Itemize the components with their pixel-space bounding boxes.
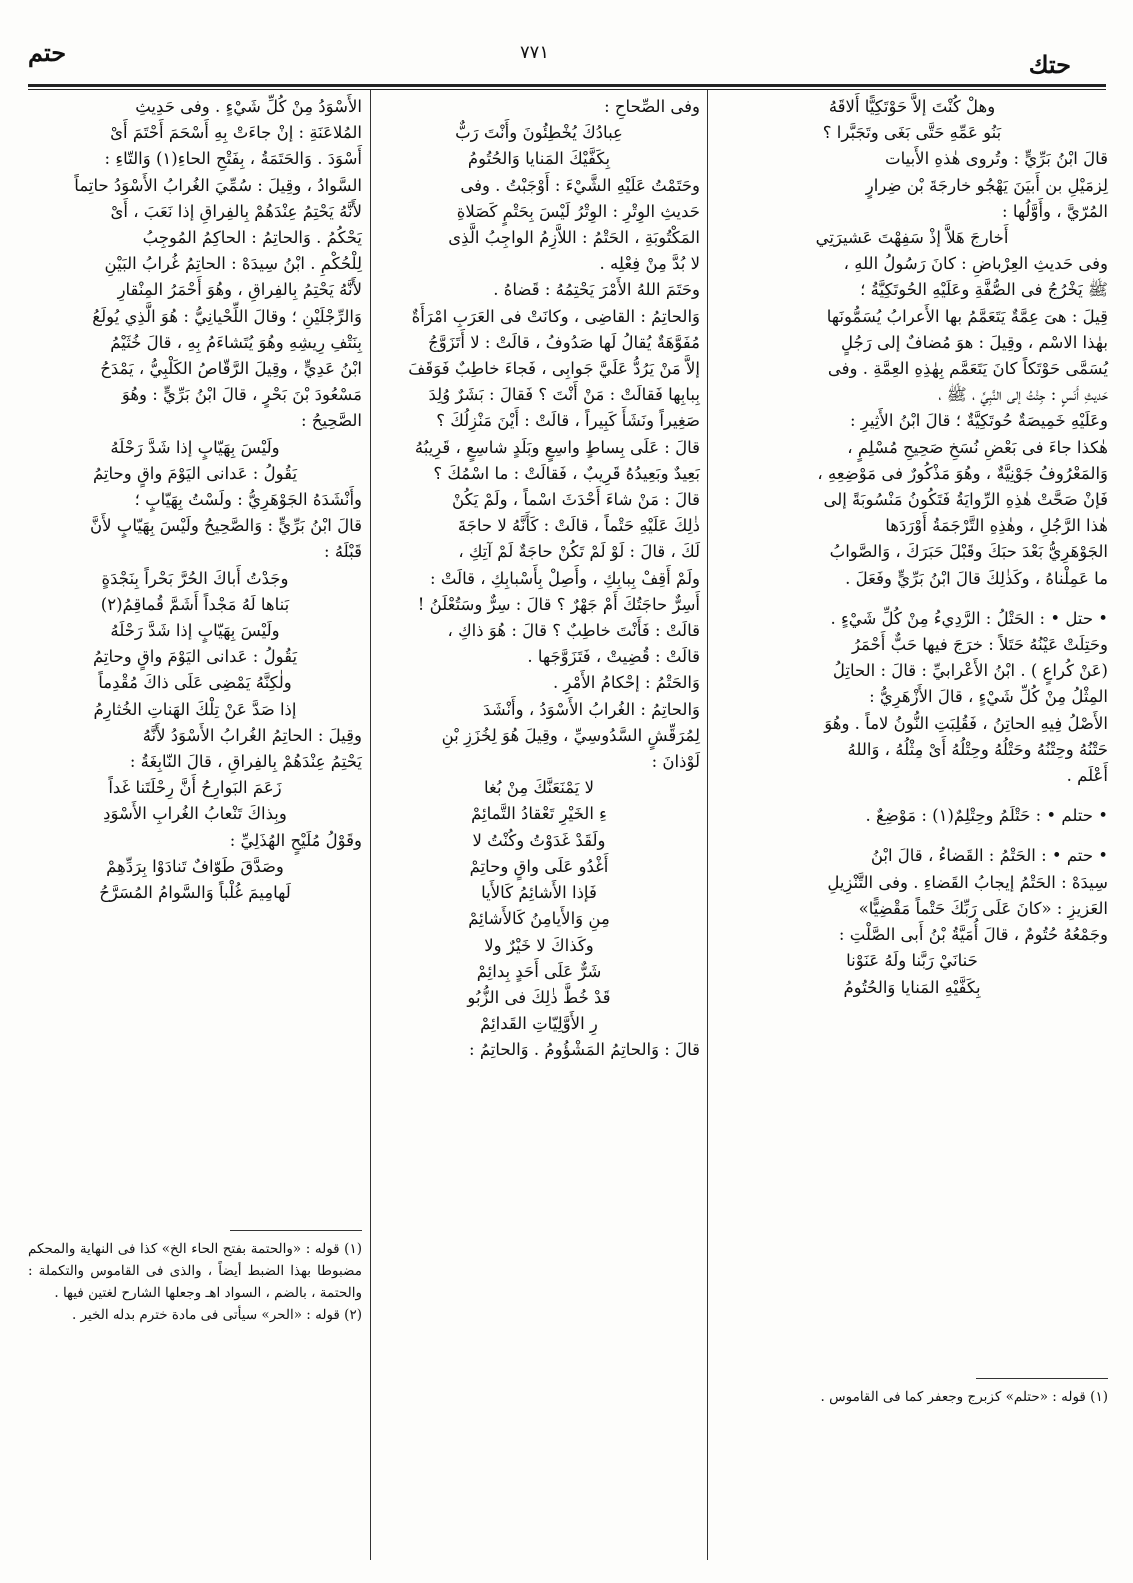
footnote-rule-left [230, 1230, 362, 1231]
entry-gap [716, 829, 1108, 843]
text-line: وقِيلَ : الحاتِمُ الغُرابُ الأَسْوَدُ لأَنَّهُ [142, 725, 362, 745]
column-divider-left [370, 90, 371, 1560]
text-line: • حتم • : الحَتْمُ : القَضاءُ ، قالَ ابْنُ [870, 846, 1108, 866]
verse-line: عِبادُكَ يُخْطِئُونَ وأَنْتَ رَبٌّ [455, 123, 623, 143]
text-line: لَكَ ، قالَ : لَوْ لَمْ تَكُنْ حاجَةٌ لَمْ آتِكِ ، [458, 542, 700, 562]
text-line: لا بُدَّ مِنْ فِعْلِه . [599, 254, 700, 274]
text-line: لِلْحُكْمِ . ابْنُ سِيدَهْ : الحاتِمُ غُرابُ البَيْنِ [104, 254, 362, 274]
text-line: قالَ : مَنْ شاءَ أَحْدَثَ اسْماً ، ولَمْ يَكُنْ [452, 490, 700, 510]
text-line: أَسِرٌّ حاجَتُكَ أَمْ جَهْرٌ ؟ قالَ : سِرٌّ وسَتُعْلَنُ ! [417, 594, 700, 614]
verse-line: وبِذاكَ تَنْعابُ الغُرابِ الأَسْوَدِ [103, 804, 287, 824]
text-line: ذٰلِكَ عَلَيْهِ حَتْماً ، قالَتْ : كَأَنَّهُ لا حاجَةَ [457, 516, 700, 536]
text-line: وحَتَمَ اللهُ الأَمْرَ يَحْتِمُهُ : قَضاهُ . [493, 280, 700, 300]
text-line: مَسْعُودَ بْنَ بَحْرٍ ، قالَ ابْنُ بَرِّيٍّ : وهُوَ [121, 385, 362, 405]
text-line: بهٰذا الاسْم ، وقِيلَ : هوَ مُضافٌ إلى رَجُلٍ [841, 332, 1108, 352]
text-line: لِزمَيْلِ بن أَبيَنَ يَهْجُو خارجَةَ بْن ضِرارٍ [865, 175, 1108, 195]
verse-line: أَخارجَ هَلاَّ إذْ سَفِهْتَ عَشيرَتِي [815, 228, 1009, 248]
footnote: (١) قوله : «حتلم» كزبرج وجعفر كما فى القاموس . [820, 1389, 1108, 1405]
text-line: قالَ : وَالحاتِمُ المَشْؤُومُ . وَالحاتِمُ : [469, 1040, 700, 1060]
text-line: ما عَمِلْناهُ ، وكَذٰلِكَ قالَ ابْنُ بَرِّيٍّ وفَعَلَ . [845, 568, 1108, 588]
footnote: (١) قوله : «والحتمة بفتح الحاء الخ» كذا فى النهاية والمحكم مضبوطا بهذا الضبط أيضاً ، والذى فى القاموس والتكملة : والحتمة ، بالضم ، السواد اهـ وجعلها الشارح لغتين فيها . [28, 1241, 362, 1301]
text-line: صَغِيراً ونَشَأَ كَبِيراً ، قالَتْ : أَيْنَ مَنْزِلُكَ ؟ [436, 411, 700, 431]
header-right-keyword: حتك [1028, 50, 1071, 79]
column-right [716, 94, 1108, 1001]
text-line: الصَّحِيحُ : [300, 411, 362, 431]
footnote: (٢) قوله : «الحر» سيأتى فى مادة خترم بدله الخير . [71, 1307, 362, 1323]
text-line: ﷺ يَخْرُجُ فى الصُّفَّةِ وعَلَيْهِ الحُوتَكِيَّةُ ؛ [860, 280, 1108, 300]
header-rule-thin [28, 89, 1106, 90]
text-line: ابْنُ عَدِيٍّ ، وقِيلَ الرَّقّاصُ الكَلْبِيُّ ، يَمْدَحُ [100, 359, 362, 379]
text-line: وعَلَيْهِ خَمِيصَةٌ حُوتَكِيَّةٌ ؛ قالَ ابْنُ الأَثِيرِ : [849, 411, 1108, 431]
verse-line: بِكَفَّيْكَ المَنايا وَالحُتُومُ [467, 149, 611, 169]
text-line: لأَنَّهُ يَحْتِمُ عِنْدَهُمْ بِالفِراقِ إذا نَعَبَ ، أَىْ [110, 201, 362, 221]
text-line: العَزيزِ : «كانَ عَلَى رَبِّكَ حَتْماً مَقْضِيًّا» [858, 898, 1108, 918]
header-rule [28, 84, 1106, 87]
verse-line: رِ الأَوَّلِيّاتِ القَدائِمْ [480, 1014, 598, 1034]
text-line: يَحْتِمُ عِنْدَهُمْ بِالفِراقِ ، قالَ النّابِغَةُ : [129, 752, 362, 772]
footnote-rule-right [976, 1378, 1108, 1379]
text-line: بِنَتْفِ رِيشِهِ وهُوَ يُتَشاءَمُ بِهِ ، قالَ خُثَيْمُ [110, 332, 362, 352]
text-line: لأَنَّهُ يَحْتِمُ بِالفِراقِ ، وهُوَ أَحْمَرُ المِنْقارِ [117, 280, 362, 300]
entry-gap [716, 789, 1108, 803]
text-line: قَبْلَهُ : [324, 542, 362, 562]
text-line: وحَتَمْتُ عَلَيْهِ الشَّيْءَ : أَوْجَبْتُ . وفى [460, 175, 700, 195]
text-line: فَإنْ صَحَّتْ هٰذِهِ الرِّوايَةُ فَتَكُونُ مَنْسُوبَةً إلى [823, 490, 1108, 510]
text-line: سِيدَهْ : الحَتْمُ إيجابُ القَضاءِ . وفى التَّنْزِيلِ [827, 872, 1108, 892]
verse-line: شَرٌّ عَلَى أَحَدٍ بِدائِمْ [476, 961, 602, 981]
text-line: قالَتْ : قُضِيتْ ، فَتَزَوَّجَها . [527, 647, 700, 667]
column-middle [378, 94, 700, 1064]
text-line: بِبابِها فَقالَتْ : مَنْ أَنْتَ ؟ فَقالَ : بَشَرٌ وُلِدَ [428, 385, 700, 405]
text-line: • حتل • : الحَتْلُ : الرَّدِيءُ مِنْ كُلِّ شَيْءٍ . [830, 608, 1108, 628]
text-line: حَتْنُهُ وحِتْنُهُ وحَتْلُهُ وحِتْلُهُ أَىْ مِثْلُهُ ، وَاللهُ [847, 739, 1108, 759]
text-line: يُسَمَّى حَوْتَكاً كانَ يَتَعَمَّم بِهٰذِهِ العِمَّةِ . وفى [827, 359, 1108, 379]
text-line: أَعْلَم . [1066, 766, 1108, 786]
text-line: حَديثِ أَنَسٍ : جِئْتُ إلى النَّبِيِّ ، ﷺ ، [938, 385, 1108, 405]
verse-line: إذا صَدَّ عَنْ تِلْكَ الهَناتِ الخُثارِمُ [93, 699, 297, 719]
text-line: الجَوْهَرِيُّ بَعْدَ حبَكَ وقَبْلَ حَبَرَكَ ، وَالصَّوابُ [829, 542, 1108, 562]
verse-line: بَناها لَهُ مَجْداً أَشَمَّ قُماقِمُ(٢) [100, 594, 290, 614]
text-line: وأَنْشَدَهُ الجَوْهَرِيُّ : ولَسْتُ بِهَيّابٍ ؛ [134, 490, 362, 510]
verse-line: ولٰكِنَّهُ يَمْضِى عَلَى ذاكَ مُقْدِماً [98, 673, 292, 693]
verse-line: لَهامِيمَ غُلْباً وَالسَّوامُ المُسَرَّحُ [99, 883, 291, 903]
verse-line: قَدْ خُطَّ ذٰلِكَ فى الزُّبُو [467, 987, 611, 1007]
text-line: هٰذا الرَّجُلِ ، وهٰذِهِ التَّرْجَمَةُ أَوْرَدَها [885, 516, 1108, 536]
text-line: لِمُرَقِّشٍ السَّدُوسِيِّ ، وقِيلَ هُوَ لِخُزَزِ بْنِ [441, 725, 700, 745]
text-line: المِثْلُ مِنْ كُلِّ شَيْءٍ ، قالَ الأَزْهَرِيُّ : [869, 687, 1108, 707]
text-line: لَوْذانَ : [651, 752, 700, 772]
header-left-keyword: حتم [28, 38, 67, 67]
text-line: مُفَوَّهَةٌ يُقالُ لَها صَدُوفُ ، قالَتْ : لا أَتَزَوَّجُ [428, 332, 700, 352]
text-line: هٰكذا جاءَ فى بَعْضِ نُسَخِ صَحِيحِ مُسْلِمٍ ، [847, 437, 1108, 457]
text-line: وَالحاتِمُ : الغُرابُ الأَسْوَدُ ، وأَنْشَدَ [483, 699, 700, 719]
text-line: وَالرِّجْلَيْنِ ؛ وقالَ اللِّحْيانِيُّ : هُوَ الَّذِي يُولَعُ [92, 306, 362, 326]
text-line: وفى حَديثِ العِرْباضِ : كانَ رَسُولُ اللهِ ، [843, 254, 1108, 274]
text-line: وحَتِلَتْ عَيْنُهُ حَتَلاً : خرَجَ فيها حَبٌّ أَحْمَرُ [851, 635, 1108, 655]
text-line: يَحْكُمُ . وَالحاتِمُ : الحاكِمُ المُوجِبُ [142, 228, 362, 248]
text-line: وَالحاتِمُ : القاضِى ، وكانَتْ فى العَرَبِ امْرَأَةٌ [411, 306, 700, 326]
verse-line: وجَدْتُ أَباكَ الحُرَّ بَحْراً بِنَجْدَةٍ [101, 568, 289, 588]
page-number: ٧٧١ [520, 42, 550, 63]
verse-line: مِنِ وَالأَيامِنُ كَالأَشائِمْ [468, 909, 610, 929]
verse-line: ولَيْسَ بِهَيّابٍ إذا شَدَّ رَحْلَهُ [110, 437, 280, 457]
text-line: قالَ : عَلَى بِساطٍ واسِعٍ وبَلَدٍ شاسِعٍ ، قَرِيبُهُ [414, 437, 700, 457]
text-line: (عَنْ كُراعٍ ) . ابْنُ الأَعْرابيِّ : قالَ : الحاتِلُ [832, 661, 1108, 681]
text-line: السَّوادُ ، وقِيلَ : سُمِّيَ الغُرابُ الأَسْوَدُ حاتِماً [74, 175, 362, 195]
page-header [0, 30, 1133, 90]
text-line: ولَمْ أَقِفْ بِبابِكِ ، وأَصِلْ بِأَسْبابِكِ ، قالَتْ : [430, 568, 700, 588]
verse-line: بِكَفَّيْهِ المَنايا وَالحُتُومُ [843, 977, 981, 997]
text-line: وجَمْعُهُ حُتُومٌ ، قالَ أُمَيَّةُ بْنُ أَبى الصَّلْتِ : [838, 925, 1108, 945]
verse-line: ولَقَدْ غَدَوْتُ وكُنْتُ لا [472, 830, 606, 850]
verse-line: وصَدَّقَ طَوّافٌ تَنادَوْا بِرَدِّهِمْ [106, 856, 284, 876]
entry-gap [716, 592, 1108, 606]
verse-line: يَقُولُ : عَدانى اليَوْمَ واقٍ وحاتِمُ [92, 463, 298, 483]
verse-line: فَإذا الأَشائِمُ كَالأَيا [481, 883, 597, 903]
text-line: وفى الصِّحاحِ : [604, 97, 700, 116]
text-line: قالَتْ : فَأَنْتَ خاطِبٌ ؟ قالَ : هُوَ ذاكِ ، [447, 621, 700, 641]
verse-line: زَعَمَ البَوارِحُ أَنَّ رِحْلَتَنا غَداً [108, 778, 282, 798]
footnotes-left [28, 1238, 362, 1326]
column-left [28, 94, 362, 906]
text-line: المُرّيَّ ، وأَوَّلُها : [1002, 201, 1108, 221]
text-line: أَسْوَدَ . وَالحَتَمَةُ ، بِفَتْحِ الحاءِ(١) وَالتّاءِ : [104, 149, 362, 169]
text-line: المَكْتُوبَةِ ، الحَتْمُ : اللاَّزِمُ الواجِبُ الَّذِى [448, 228, 700, 248]
text-line: حَديثِ الوِتْرِ : الوِتْرُ لَيْسَ بِحَتْمٍ كَصَلاةِ [456, 201, 700, 221]
text-line: الأَسْوَدُ مِنْ كُلِّ شَيْءٍ . وفى حَدِيثِ [135, 97, 362, 116]
text-line: • حتلم • : حَتْلَمُ وحِتْلِمٌ(١) : مَوْضِعٌ . [865, 806, 1108, 826]
verse-line: بَنُو عَمِّهِ حَتَّى بَغَى وتَجَبَّرا ؟ [822, 123, 1002, 143]
text-line: وَالمَعْرُوفُ جَوْنِيَّةٌ ، وهُوَ مَذْكُورٌ فى مَوْضِعِهِ ، [817, 463, 1108, 483]
text-line: قالَ ابْنُ بَرِّيٍّ : وَالصَّحِيحُ ولَيْسَ بِهَيّابٍ لأَنَّ [90, 516, 362, 536]
text-line: قِيلَ : هىَ عِمَّةٌ يَتَعَمَّمُ بها الأَعرابُ يُسَمُّونَها [826, 306, 1108, 326]
text-line: بَعِيدٌ وبَعِيدُهُ قَرِيبٌ ، فَقالَتْ : ما اسْمُكَ ؟ [433, 463, 700, 483]
verse-line: يَقُولُ : عَدانى اليَوْمَ واقٍ وحاتِمُ [92, 647, 298, 667]
verse-line: لا يَمْنَعَنَّكَ مِنْ بُغا [483, 778, 595, 798]
verse-line: أَغْدُو عَلَى واقٍ وحاتِمْ [469, 856, 609, 876]
verse-line: وهلْ كُنْتَ إلاَّ حَوْتَكِيًّا أَلاقَهُ [828, 97, 996, 116]
verse-line: ولَيْسَ بِهَيّابٍ إذا شَدَّ رَحْلَهُ [110, 621, 280, 641]
text-line: المُلاعَنَةِ : إنْ جاءَتْ بِهِ أَسْحَمَ أَحْتَمَ أَىْ [110, 123, 362, 143]
verse-line: وكَذاكَ لا خَيْرٌ ولا [484, 935, 594, 955]
text-line: إلاَّ مَنْ يَرُدُّ عَلَيَّ جَوابِى ، فَجاءَ خاطِبٌ فَوَقَفَ [408, 359, 700, 379]
text-line: الأَصْلُ فِيهِ الحاتِنُ ، فَقُلِبَتِ النُّونُ لاماً . وهُوَ [824, 713, 1108, 733]
text-line: قالَ ابْنُ بَرِّيٍّ : وتُروى هٰذهِ الأَبيات [885, 149, 1108, 169]
text-line: وقَوْلُ مُلَيْحٍ الهُذَلِيِّ : [229, 830, 362, 850]
column-divider-right [707, 90, 708, 1560]
text-line: وَالحَتْمُ : إحْكامُ الأَمْرِ . [552, 673, 700, 693]
verse-line: ءِ الخَيْرِ تَعْقادُ التَّمائِمْ [471, 804, 607, 824]
footnotes-right [716, 1386, 1108, 1408]
verse-line: حَنانَيْ رَبَّنا ولَهُ عَنَوْنا [846, 951, 978, 971]
